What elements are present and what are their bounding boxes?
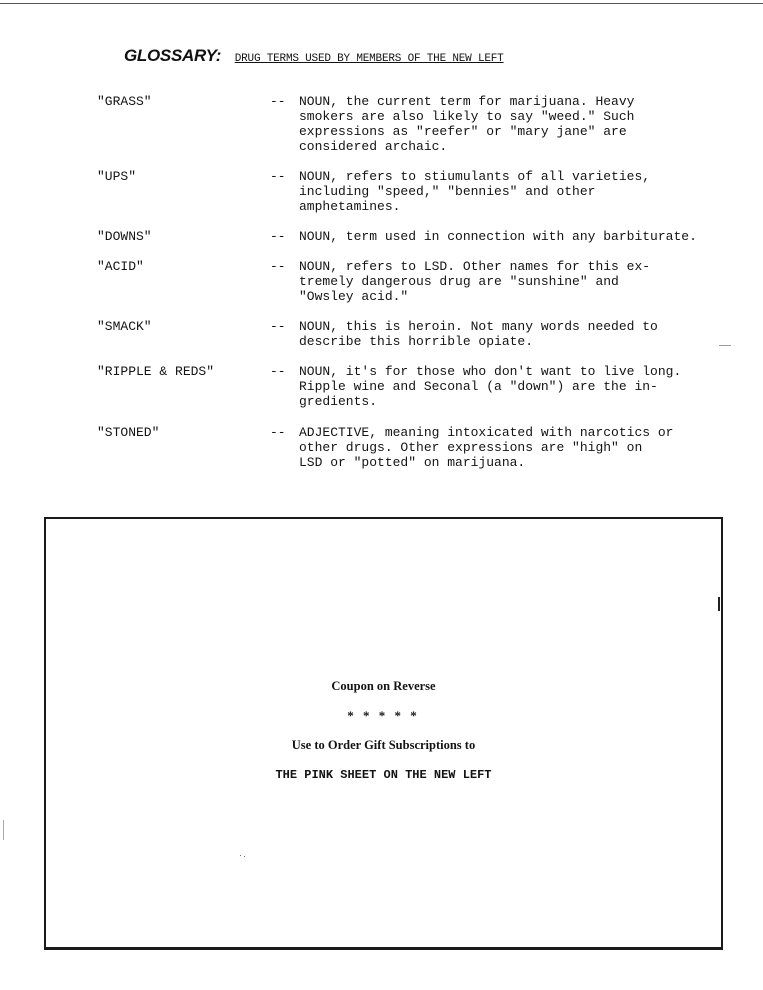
separator: --: [270, 319, 286, 334]
coupon-publication-title: THE PINK SHEET ON THE NEW LEFT: [275, 768, 492, 782]
coupon-reverse-note: Coupon on Reverse: [331, 679, 436, 693]
definition-ups: NOUN, refers to stiumulants of all varieties, including "speed," "bennies" and other amphetamines.: [299, 169, 651, 214]
definition-acid: NOUN, refers to LSD. Other names for this ex- tremely dangerous drug are "sunshine" and "Owsley acid.": [299, 259, 651, 304]
definition-ripple-reds: NOUN, it's for those who don't want to live long. Ripple wine and Seconal (a "down") are the in- gredients.: [299, 364, 682, 409]
coupon-order-line: Use to Order Gift Subscriptions to: [291, 738, 476, 752]
definition-stoned: ADJECTIVE, meaning intoxicated with narcotics or other drugs. Other expressions are "high" on LSD or "potted" on marijuana.: [299, 425, 674, 470]
separator: --: [270, 364, 286, 379]
separator: --: [270, 94, 286, 109]
term-acid: "ACID": [97, 259, 144, 274]
glossary-label: GLOSSARY:: [124, 46, 222, 65]
glossary-subtitle: DRUG TERMS USED BY MEMBERS OF THE NEW LEFT: [234, 53, 504, 65]
coupon-stars: * * * * *: [347, 708, 420, 723]
term-smack: "SMACK": [97, 319, 152, 334]
term-stoned: "STONED": [97, 425, 160, 440]
definition-smack: NOUN, this is heroin. Not many words needed to describe this horrible opiate.: [299, 319, 658, 349]
speck: [719, 345, 731, 346]
separator: --: [270, 229, 286, 244]
term-grass: "GRASS": [97, 94, 152, 109]
top-rule: [0, 3, 763, 4]
separator: --: [270, 169, 286, 184]
term-ups: "UPS": [97, 169, 137, 184]
term-ripple-reds: "RIPPLE & REDS": [97, 364, 215, 379]
definition-grass: NOUN, the current term for marijuana. Heavy smokers are also likely to say "weed." Such expressions as "reefer" or "mary jane" are considered archaic.: [299, 94, 635, 154]
term-downs: "DOWNS": [97, 229, 152, 244]
definition-downs: NOUN, term used in connection with any barbiturate.: [299, 229, 697, 244]
speck: [3, 820, 4, 840]
speck: [240, 855, 241, 856]
glossary-heading: [124, 46, 504, 66]
coupon-box: [44, 517, 723, 950]
separator: --: [270, 425, 286, 440]
separator: --: [270, 259, 286, 274]
speck: [718, 597, 720, 611]
speck: [244, 856, 245, 857]
